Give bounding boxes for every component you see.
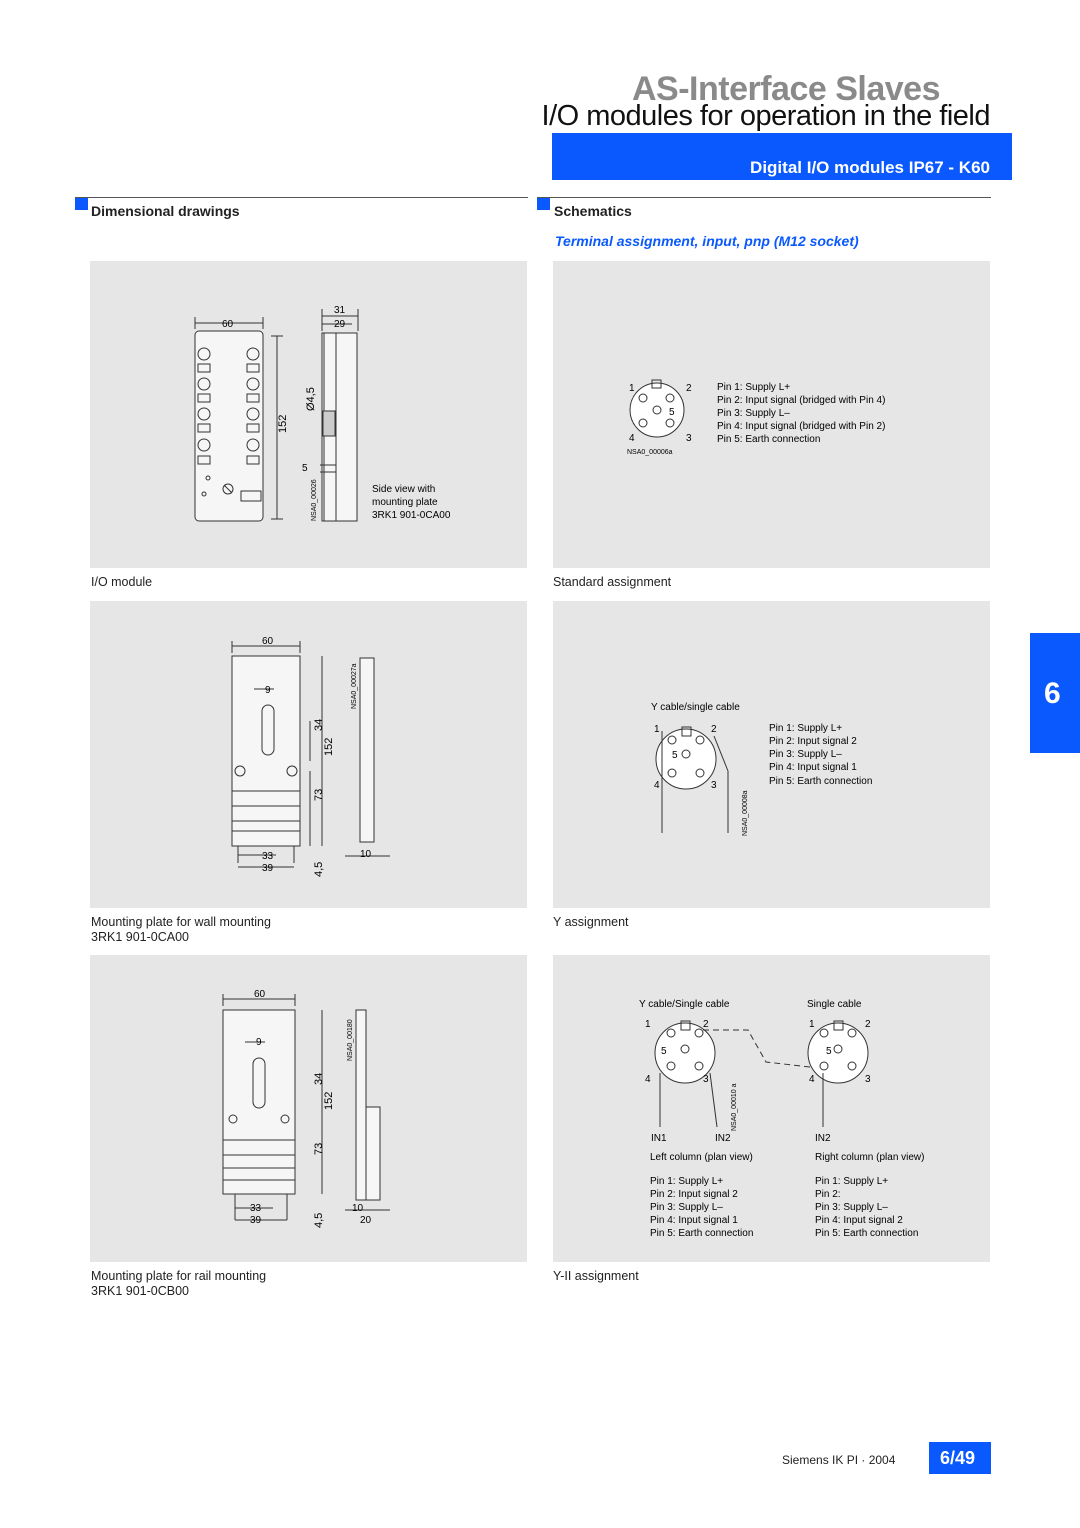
caption-line: 3RK1 901-0CB00 bbox=[91, 1284, 189, 1298]
pin-description: Pin 2: bbox=[815, 1189, 841, 1200]
dim-label: 60 bbox=[254, 989, 266, 1000]
pin-description: Pin 1: Supply L+ bbox=[717, 382, 791, 393]
pin-description: Pin 5: Earth connection bbox=[769, 776, 873, 787]
pin-description: Pin 3: Supply L– bbox=[650, 1202, 723, 1213]
pin-number: 3 bbox=[686, 433, 692, 444]
dim-label: 31 bbox=[334, 305, 346, 316]
dim-label: 73 bbox=[313, 1142, 325, 1155]
dim-label: 9 bbox=[256, 1037, 262, 1048]
dim-label: 33 bbox=[250, 1203, 262, 1214]
page-number-box bbox=[929, 1442, 991, 1474]
pin-number: 3 bbox=[703, 1074, 709, 1085]
terminal-assignment-subheading: Terminal assignment, input, pnp (M12 socket) bbox=[555, 233, 859, 249]
dim-label: 152 bbox=[323, 737, 335, 756]
pin-description: Pin 4: Input signal 1 bbox=[650, 1215, 738, 1226]
column-label: Right column (plan view) bbox=[815, 1152, 925, 1163]
page-subtitle: I/O modules for operation in the field bbox=[541, 100, 990, 132]
pin-number: 2 bbox=[865, 1019, 871, 1030]
rail-plate-caption bbox=[91, 1269, 266, 1299]
y-socket-figure bbox=[553, 601, 990, 908]
drawing-code: NSA0_00026 bbox=[311, 479, 318, 521]
y2-socket-figure bbox=[553, 955, 990, 1262]
footer-publisher: Siemens IK PI · 2004 bbox=[782, 1453, 896, 1467]
pin-number: 1 bbox=[629, 383, 635, 394]
pin-number: 4 bbox=[629, 433, 635, 444]
standard-assignment-caption: Standard assignment bbox=[553, 575, 672, 589]
page-title: AS-Interface Slaves bbox=[632, 70, 940, 108]
drawing-code: NSA0_00180 bbox=[347, 1019, 354, 1061]
dim-label: 4,5 bbox=[313, 1212, 325, 1228]
pin-description: Pin 3: Supply L– bbox=[815, 1202, 888, 1213]
column-label: Left column (plan view) bbox=[650, 1152, 753, 1163]
heading-label: Dimensional drawings bbox=[91, 203, 240, 219]
pin-number: 2 bbox=[711, 724, 717, 735]
pin-description: Pin 5: Earth connection bbox=[717, 434, 821, 445]
pin-number: 4 bbox=[809, 1074, 815, 1085]
section-marker-icon bbox=[75, 197, 88, 210]
pin-description: Pin 3: Supply L– bbox=[769, 749, 842, 760]
dim-label: 34 bbox=[313, 718, 325, 731]
side-note: mounting plate bbox=[372, 497, 438, 508]
drawing-code: NSA0_00027a bbox=[351, 663, 358, 709]
pin-number: 2 bbox=[703, 1019, 709, 1030]
dim-label: 5 bbox=[302, 463, 308, 474]
pin-description: Pin 3: Supply L– bbox=[717, 408, 790, 419]
input-label: IN2 bbox=[815, 1133, 831, 1144]
dimensional-drawings-heading bbox=[75, 197, 528, 217]
dim-label: 60 bbox=[262, 636, 274, 647]
caption-line: 3RK1 901-0CA00 bbox=[91, 930, 189, 944]
pin-description: Pin 5: Earth connection bbox=[815, 1228, 919, 1239]
io-module-drawing bbox=[90, 261, 527, 568]
divider bbox=[537, 197, 991, 198]
pin-description: Pin 2: Input signal (bridged with Pin 4) bbox=[717, 395, 886, 406]
dim-label: 39 bbox=[250, 1215, 262, 1226]
pin-description: Pin 5: Earth connection bbox=[650, 1228, 754, 1239]
dim-label: 152 bbox=[323, 1091, 335, 1110]
dim-label: 20 bbox=[360, 1215, 372, 1226]
cable-label: Single cable bbox=[807, 999, 862, 1010]
dim-label: 9 bbox=[265, 685, 271, 696]
pin-number: 1 bbox=[809, 1019, 815, 1030]
pin-number: 4 bbox=[654, 780, 660, 791]
heading-label: Schematics bbox=[554, 203, 632, 219]
caption-line: Mounting plate for rail mounting bbox=[91, 1269, 267, 1283]
y-assignment-schematic bbox=[553, 601, 990, 908]
page-number: 6/49 bbox=[940, 1448, 976, 1468]
drawing-code: NSA0_00008a bbox=[742, 790, 749, 836]
section-marker-icon bbox=[537, 197, 550, 210]
io-module-caption: I/O module bbox=[91, 575, 153, 589]
input-label: IN2 bbox=[715, 1133, 731, 1144]
section-bar bbox=[552, 133, 1012, 180]
pin-number: 3 bbox=[865, 1074, 871, 1085]
pin-description: Pin 4: Input signal (bridged with Pin 2) bbox=[717, 421, 886, 432]
side-note: 3RK1 901-0CA00 bbox=[372, 510, 451, 521]
rail-plate-figure bbox=[90, 955, 527, 1262]
pin-number: 1 bbox=[645, 1019, 651, 1030]
wall-plate-caption bbox=[91, 915, 271, 945]
y2-assignment-schematic bbox=[553, 955, 990, 1262]
standard-socket-figure bbox=[553, 261, 990, 568]
standard-assignment-schematic bbox=[553, 261, 990, 568]
pin-number: 3 bbox=[711, 780, 717, 791]
pin-number: 5 bbox=[661, 1046, 667, 1057]
pin-description: Pin 1: Supply L+ bbox=[769, 723, 843, 734]
pin-number: 5 bbox=[672, 750, 678, 761]
pin-number: 5 bbox=[669, 407, 675, 418]
pin-number: 2 bbox=[686, 383, 692, 394]
schematics-heading bbox=[537, 197, 991, 217]
pin-description: Pin 4: Input signal 1 bbox=[769, 762, 857, 773]
dim-label: 60 bbox=[222, 319, 234, 330]
section-bar-label: Digital I/O modules IP67 - K60 bbox=[750, 158, 990, 177]
dim-label: 10 bbox=[360, 849, 372, 860]
dim-label: 33 bbox=[262, 851, 274, 862]
divider bbox=[75, 197, 528, 198]
pin-description: Pin 2: Input signal 2 bbox=[650, 1189, 738, 1200]
chapter-number: 6 bbox=[1044, 677, 1061, 710]
pin-number: 5 bbox=[826, 1046, 832, 1057]
dim-label: 34 bbox=[313, 1072, 325, 1085]
pin-description: Pin 4: Input signal 2 bbox=[815, 1215, 903, 1226]
pin-description: Pin 1: Supply L+ bbox=[650, 1176, 724, 1187]
dim-label: 152 bbox=[277, 414, 289, 433]
dim-label: 29 bbox=[334, 319, 346, 330]
input-label: IN1 bbox=[651, 1133, 667, 1144]
pin-number: 1 bbox=[654, 724, 660, 735]
dim-label: Ø4,5 bbox=[305, 387, 317, 411]
cable-label: Y cable/Single cable bbox=[639, 999, 730, 1010]
dim-label: 10 bbox=[352, 1203, 364, 1214]
pin-description: Pin 2: Input signal 2 bbox=[769, 736, 857, 747]
caption-line: Mounting plate for wall mounting bbox=[91, 915, 271, 929]
dim-label: 39 bbox=[262, 863, 274, 874]
y2-assignment-caption: Y-II assignment bbox=[553, 1269, 639, 1283]
chapter-tab[interactable] bbox=[1030, 633, 1080, 753]
dim-label: 73 bbox=[313, 788, 325, 801]
drawing-code: NSA0_00006a bbox=[627, 449, 673, 456]
y-assignment-caption: Y assignment bbox=[553, 915, 629, 929]
side-note: Side view with bbox=[372, 484, 436, 495]
drawing-code: NSA0_00010 a bbox=[731, 1083, 738, 1131]
dim-label: 4,5 bbox=[313, 861, 325, 877]
wall-plate-figure bbox=[90, 601, 527, 908]
cable-label: Y cable/single cable bbox=[651, 702, 740, 713]
pin-number: 4 bbox=[645, 1074, 651, 1085]
rail-plate-drawing bbox=[90, 955, 527, 1262]
pin-description: Pin 1: Supply L+ bbox=[815, 1176, 889, 1187]
wall-plate-drawing bbox=[90, 601, 527, 908]
io-module-figure bbox=[90, 261, 527, 568]
